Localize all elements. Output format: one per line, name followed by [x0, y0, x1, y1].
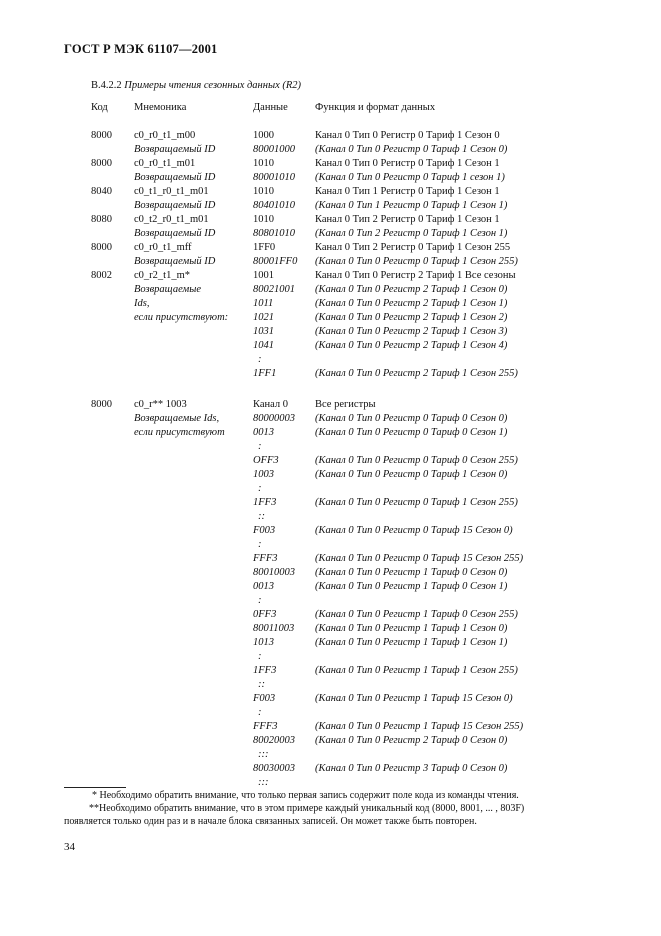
table-row: [0, 566, 661, 580]
data-cell: 1000: [253, 130, 274, 141]
function-cell: (Канал 0 Тип 0 Регистр 1 Тариф 1 Сезон 255): [315, 665, 518, 676]
function-cell: (Канал 0 Тип 0 Регистр 2 Тариф 1 Сезон 3): [315, 326, 508, 337]
code-cell: 8040: [91, 186, 112, 197]
table-row: [0, 185, 661, 199]
data-cell: 0013: [253, 581, 274, 592]
table-row: [0, 664, 661, 678]
table-row: [0, 510, 661, 524]
mnemonic-cell: если присутствуют:: [134, 312, 229, 323]
mnemonic-cell: Возвращаемый ID: [134, 144, 216, 155]
function-cell: (Канал 0 Тип 0 Регистр 0 Тариф 0 Сезон 1): [315, 427, 508, 438]
function-cell: (Канал 0 Тип 0 Регистр 2 Тариф 1 Сезон 255): [315, 368, 518, 379]
data-cell: ::: [258, 511, 265, 522]
table-row: [0, 440, 661, 454]
table-row: [0, 143, 661, 157]
function-cell: (Канал 0 Тип 0 Регистр 0 Тариф 0 Сезон 255): [315, 455, 518, 466]
data-cell: 1FF3: [253, 497, 277, 508]
data-cell: :: [258, 707, 262, 718]
column-header-function: Функция и формат данных: [315, 102, 436, 113]
data-cell: FFF3: [253, 553, 278, 564]
column-header-code: Код: [91, 102, 108, 113]
table-row: [0, 454, 661, 468]
data-cell: 1FF1: [253, 368, 277, 379]
function-cell: Все регистры: [315, 399, 376, 410]
function-cell: (Канал 0 Тип 0 Регистр 3 Тариф 0 Сезон 0): [315, 763, 508, 774]
data-cell: :: [258, 595, 262, 606]
function-cell: (Канал 0 Тип 0 Регистр 2 Тариф 1 Сезон 1): [315, 298, 508, 309]
data-cell: 1010: [253, 158, 274, 169]
table-row: [0, 213, 661, 227]
data-cell: 1013: [253, 637, 274, 648]
data-cell: 80010003: [253, 567, 295, 578]
mnemonic-cell: Возвращаемый ID: [134, 172, 216, 183]
table-row: [0, 734, 661, 748]
data-cell: 1010: [253, 214, 274, 225]
table-row: [0, 227, 661, 241]
data-cell: 80000003: [253, 413, 295, 424]
footnote-2-continued: появляется только один раз и в начале блока связанных записей. Он может также быть повторен.: [64, 816, 477, 827]
table-row: [0, 269, 661, 283]
code-cell: 8002: [91, 270, 112, 281]
mnemonic-cell: c0_r0_t1_m01: [134, 158, 196, 169]
data-cell: :: [258, 354, 262, 365]
table-row: [0, 580, 661, 594]
function-cell: (Канал 0 Тип 0 Регистр 0 Тариф 1 сезон 1): [315, 172, 505, 183]
table-row: [0, 297, 661, 311]
data-cell: 80020003: [253, 735, 295, 746]
table-row: [0, 339, 661, 353]
footnote-1: * Необходимо обратить внимание, что только первая запись содержит поле кода из команды чтения.: [92, 790, 519, 801]
data-cell: 80030003: [253, 763, 295, 774]
mnemonic-cell: Возвращаемый ID: [134, 228, 216, 239]
data-cell: :: [258, 441, 262, 452]
table-row: [0, 353, 661, 367]
section-heading: [91, 80, 301, 91]
data-cell: Канал 0: [253, 399, 289, 410]
table-row: [0, 636, 661, 650]
function-cell: (Канал 0 Тип 0 Регистр 2 Тариф 1 Сезон 0): [315, 284, 508, 295]
table-row: [0, 706, 661, 720]
function-cell: (Канал 0 Тип 0 Регистр 1 Тариф 0 Сезон 0): [315, 567, 508, 578]
data-cell: 1003: [253, 469, 274, 480]
function-cell: (Канал 0 Тип 0 Регистр 1 Тариф 1 Сезон 1): [315, 637, 508, 648]
data-cell: 1021: [253, 312, 274, 323]
function-cell: (Канал 0 Тип 0 Регистр 0 Тариф 1 Сезон 0): [315, 144, 508, 155]
code-cell: 8000: [91, 158, 112, 169]
data-cell: 80801010: [253, 228, 295, 239]
data-cell: F003: [253, 693, 276, 704]
table-row: [0, 283, 661, 297]
function-cell: (Канал 0 Тип 0 Регистр 0 Тариф 0 Сезон 0): [315, 413, 508, 424]
data-cell: 1001: [253, 270, 274, 281]
data-cell: :: [258, 483, 262, 494]
function-cell: (Канал 0 Тип 0 Регистр 2 Тариф 0 Сезон 0): [315, 735, 508, 746]
data-cell: 1031: [253, 326, 274, 337]
table-row: [0, 241, 661, 255]
table-row: [0, 157, 661, 171]
function-cell: (Канал 0 Тип 0 Регистр 0 Тариф 15 Сезон 0): [315, 525, 513, 536]
page-number: 34: [64, 841, 75, 853]
mnemonic-cell: c0_t1_r0_t1_m01: [134, 186, 209, 197]
table-row: [0, 171, 661, 185]
data-cell: 0013: [253, 427, 274, 438]
function-cell: (Канал 0 Тип 0 Регистр 1 Тариф 1 Сезон 0): [315, 623, 508, 634]
table-row: [0, 468, 661, 482]
table-row: [0, 311, 661, 325]
section-title: Примеры чтения сезонных данных (R2): [124, 80, 302, 91]
footnote-divider: [64, 787, 126, 788]
table-row: [0, 398, 661, 412]
data-cell: 80401010: [253, 200, 295, 211]
mnemonic-cell: c0_r** 1003: [134, 399, 187, 410]
table-row: [0, 748, 661, 762]
function-cell: (Канал 0 Тип 0 Регистр 1 Тариф 15 Сезон 0): [315, 693, 513, 704]
code-cell: 8000: [91, 130, 112, 141]
data-cell: 1041: [253, 340, 274, 351]
function-cell: (Канал 0 Тип 0 Регистр 0 Тариф 1 Сезон 255): [315, 256, 518, 267]
function-cell: (Канал 0 Тип 0 Регистр 1 Тариф 0 Сезон 1): [315, 581, 508, 592]
table-row: [0, 496, 661, 510]
function-cell: Канал 0 Тип 0 Регистр 0 Тариф 1 Сезон 0: [315, 130, 500, 141]
table-row: [0, 255, 661, 269]
data-cell: 1011: [253, 298, 274, 309]
function-cell: (Канал 0 Тип 1 Регистр 0 Тариф 1 Сезон 1): [315, 200, 508, 211]
data-cell: OFF3: [253, 455, 279, 466]
data-cell: 80001010: [253, 172, 295, 183]
table-row: [0, 426, 661, 440]
function-cell: Канал 0 Тип 0 Регистр 0 Тариф 1 Сезон 1: [315, 158, 500, 169]
table-row: [0, 325, 661, 339]
data-cell: 1010: [253, 186, 274, 197]
code-cell: 8000: [91, 399, 112, 410]
table-row: [0, 594, 661, 608]
function-cell: (Канал 0 Тип 0 Регистр 2 Тариф 1 Сезон 4): [315, 340, 508, 351]
mnemonic-cell: c0_t2_r0_t1_m01: [134, 214, 209, 225]
table-row: [0, 129, 661, 143]
table-row: [0, 412, 661, 426]
code-cell: 8080: [91, 214, 112, 225]
function-cell: Канал 0 Тип 1 Регистр 0 Тариф 1 Сезон 1: [315, 186, 500, 197]
mnemonic-cell: Возвращаемый ID: [134, 200, 216, 211]
data-cell: 80011003: [253, 623, 295, 634]
data-cell: F003: [253, 525, 276, 536]
section-number: B.4.2.2: [91, 80, 122, 91]
data-cell: 1FF0: [253, 242, 276, 253]
document-header: ГОСТ Р МЭК 61107—2001: [64, 42, 218, 56]
function-cell: (Канал 0 Тип 0 Регистр 0 Тариф 15 Сезон 255): [315, 553, 524, 564]
data-cell: ::: [258, 679, 265, 690]
table-row: [0, 199, 661, 213]
function-cell: (Канал 0 Тип 0 Регистр 1 Тариф 15 Сезон 255): [315, 721, 524, 732]
table-row: [0, 552, 661, 566]
table-row: [0, 608, 661, 622]
mnemonic-cell: Возвращаемые: [134, 284, 201, 295]
data-cell: FFF3: [253, 721, 278, 732]
table-header: [0, 101, 661, 115]
table-row: [0, 622, 661, 636]
data-cell: :::: [258, 777, 269, 788]
footnote-2: **Необходимо обратить внимание, что в этом примере каждый уникальный код (8000, 8001, ... , 803F): [89, 803, 525, 814]
function-cell: (Канал 0 Тип 0 Регистр 0 Тариф 1 Сезон 0): [315, 469, 508, 480]
mnemonic-cell: Возвращаемый ID: [134, 256, 216, 267]
mnemonic-cell: c0_r0_t1_m00: [134, 130, 196, 141]
function-cell: (Канал 0 Тип 2 Регистр 0 Тариф 1 Сезон 1): [315, 228, 508, 239]
mnemonic-cell: c0_r2_t1_m*: [134, 270, 190, 281]
table-row: [0, 367, 661, 381]
data-cell: :::: [258, 749, 269, 760]
mnemonic-cell: Возвращаемые Ids,: [134, 413, 220, 424]
data-cell: :: [258, 539, 262, 550]
mnemonic-cell: c0_r0_t1_mff: [134, 242, 192, 253]
table-row: [0, 720, 661, 734]
table-row: [0, 538, 661, 552]
function-cell: Канал 0 Тип 0 Регистр 2 Тариф 1 Все сезоны: [315, 270, 516, 281]
function-cell: (Канал 0 Тип 0 Регистр 0 Тариф 1 Сезон 255): [315, 497, 518, 508]
table-row: [0, 678, 661, 692]
column-header-mnemonic: Мнемоника: [134, 102, 187, 113]
data-cell: 80001FF0: [253, 256, 298, 267]
function-cell: Канал 0 Тип 2 Регистр 0 Тариф 1 Сезон 255: [315, 242, 511, 253]
data-cell: :: [258, 651, 262, 662]
function-cell: (Канал 0 Тип 0 Регистр 2 Тариф 1 Сезон 2): [315, 312, 508, 323]
mnemonic-cell: если присутствуют: [134, 427, 225, 438]
function-cell: (Канал 0 Тип 0 Регистр 1 Тариф 0 Сезон 255): [315, 609, 518, 620]
mnemonic-cell: Ids,: [134, 298, 150, 309]
table-row: [0, 692, 661, 706]
table-row: [0, 482, 661, 496]
data-cell: 0FF3: [253, 609, 277, 620]
data-cell: 1FF3: [253, 665, 277, 676]
column-header-data: Данные: [253, 102, 288, 113]
data-cell: 80001000: [253, 144, 295, 155]
code-cell: 8000: [91, 242, 112, 253]
table-row: [0, 762, 661, 776]
data-cell: 80021001: [253, 284, 295, 295]
table-row: [0, 650, 661, 664]
function-cell: Канал 0 Тип 2 Регистр 0 Тариф 1 Сезон 1: [315, 214, 500, 225]
table-row: [0, 524, 661, 538]
